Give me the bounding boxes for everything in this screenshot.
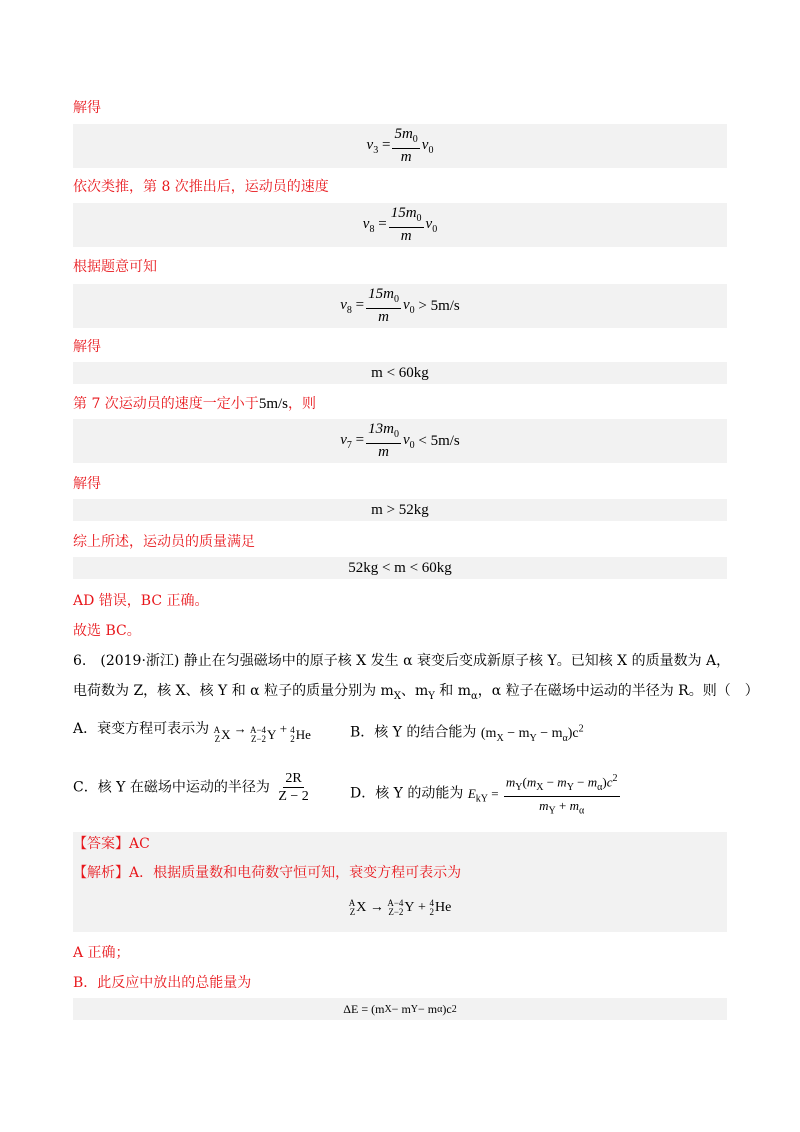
equation-v3: $v_3$ = $\frac{5m_0}{m}$ $v_0$: [73, 124, 727, 168]
option-c[interactable]: C．核 Y 在磁场中运动的半径为 $\frac{2R}{Z - 2}$: [73, 771, 309, 804]
analysis-line: 【解析】A．根据质量数和电荷数守恒可知，衰变方程可表示为: [73, 865, 462, 881]
question-6-line2: 电荷数为 Z，核 X、核 Y 和 α 粒子的质量分别为 $m_X$、$m_Y$ 和 $m_\alpha$，α 粒子在磁场中运动的半径为 R。则（ ）: [73, 683, 759, 702]
equation-m-lt-60: m < 60kg: [73, 362, 727, 384]
equation-v8: $v_8$ = $\frac{15m_0}{m}$ $v_0$: [73, 203, 727, 247]
text-eighth-push: 依次类推，第 8 次推出后，运动员的速度: [73, 179, 329, 195]
equation-m-gt-52: m > 52kg: [73, 499, 727, 521]
answer-line: 【答案】AC: [73, 836, 150, 852]
text-seventh: 第 7 次运动员的速度一定小于5m/s，则: [73, 396, 316, 412]
text-solve-1: 解得: [73, 100, 101, 116]
text-condition: 根据题意可知: [73, 259, 157, 275]
text-b-energy: B．此反应中放出的总能量为: [73, 975, 252, 991]
text-summary: 综上所述，运动员的质量满足: [73, 534, 255, 550]
equation-delta-e: ΔE = (m X − m Y − m α )c 2: [73, 998, 727, 1020]
text-a-correct: A 正确；: [73, 945, 130, 961]
question-6-line1: 6. (2019·浙江) 静止在匀强磁场中的原子核 X 发生 α 衰变后变成新原子核 Y。已知核 X 的质量数为 A，: [73, 653, 731, 669]
text-solve-2: 解得: [73, 339, 101, 355]
equation-v7-inequality: $v_7$ = $\frac{13m_0}{m}$ $v_0$ < 5m/s: [73, 419, 727, 463]
option-b[interactable]: B．核 Y 的结合能为 $(m_X - m_Y - m_\alpha)c^2$: [350, 723, 584, 744]
text-solve-3: 解得: [73, 476, 101, 492]
equation-mass-range: 52kg < m < 60kg: [73, 557, 727, 579]
option-a[interactable]: A．衰变方程可表示为 A Z X → A−4 Z−2 Y + 4 2 He: [73, 721, 311, 744]
option-d[interactable]: D．核 Y 的动能为 $E_{kY}$ = $\frac{m_Y(m_X - m_Y - m_\alpha)c^2}{m_Y + m_\alpha}$: [350, 770, 622, 820]
text-choose-bc: 故选 BC。: [73, 623, 141, 639]
text-ad-wrong: AD 错误，BC 正确。: [73, 593, 209, 609]
equation-v8-inequality: $v_8$ = $\frac{15m_0}{m}$ $v_0$ > 5m/s: [73, 284, 727, 328]
equation-decay: A Z X → A−4 Z−2 Y + 4 2 He: [348, 898, 452, 917]
